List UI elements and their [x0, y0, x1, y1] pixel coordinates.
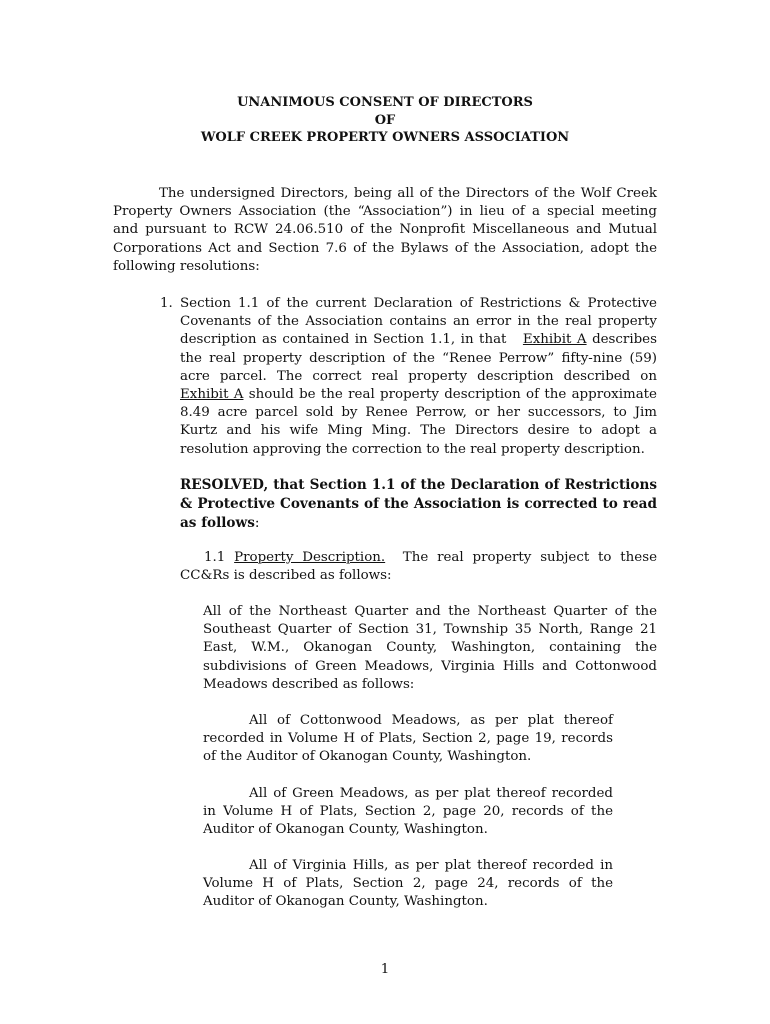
resolved-text: RESOLVED, that Section 1.1 of the Declaration of Restrictions & Protective Covenants of the Association is corrected to read as follows	[180, 477, 657, 531]
title-line-2: OF	[374, 112, 396, 128]
cottonwood-meadows-paragraph: All of Cottonwood Meadows, as per plat thereof recorded in Volume H of Plats, Section 2, page 19, records of the Auditor of Okanogan County, Washington.	[203, 713, 613, 765]
legal-description-paragraph: All of the Northeast Quarter and the Northeast Quarter of the Southeast Quarter of Section 31, Township 35 North, Range 21 East, W.M., Okanogan County, Washington, containing the subdivisions of Green Meadows, Virginia Hills and Cottonwood Meadows described as follows:	[203, 604, 657, 692]
green-meadows-paragraph: All of Green Meadows, as per plat thereof recorded in Volume H of Plats, Section 2, page 20, records of the Auditor of Okanogan County, Washington.	[203, 786, 613, 838]
item-1-text-b: describes the real property description of the “Renee Perrow” fifty-nine (59) acre parcel. The correct real property description described on	[180, 332, 657, 384]
item-1-text-c: should be the real property description of the approximate 8.49 acre parcel sold by Renee Perrow, or her successors, to Jim Kurtz and his wife Ming Ming. The Directors desire to adopt a resolution approving the correction to the real property description.	[180, 387, 657, 457]
intro-paragraph: The undersigned Directors, being all of the Directors of the Wolf Creek Property Owners Association (the “Association”) in lieu of a special meeting and pursuant to RCW 24.06.510 of the Nonprofit Miscellaneous and Mutual Corporations Act and Section 7.6 of the Bylaws of the Association, adopt the following resolutions:	[113, 186, 657, 274]
title-line-1: UNANIMOUS CONSENT OF DIRECTORS	[237, 95, 533, 110]
title-line-3: WOLF CREEK PROPERTY OWNERS ASSOCIATION	[200, 130, 570, 145]
resolved-colon: :	[254, 514, 260, 531]
item-number: 1.	[160, 296, 173, 311]
item-1-paragraph	[180, 295, 657, 459]
page-number: 1	[380, 962, 390, 977]
resolved-paragraph	[180, 476, 657, 532]
document-title	[0, 94, 770, 147]
exhibit-a-link: Exhibit A	[522, 332, 587, 348]
section-heading: Property Description.	[234, 550, 386, 565]
section-text: The real property subject to these CC&Rs is described as follows:	[180, 550, 658, 584]
item-1-text-a: Section 1.1 of the current Declaration of Restrictions & Protective Covenants of the Association contains an error in the real property description as contained in Section 1.1, in that	[180, 296, 657, 348]
exhibit-a-link-2: Exhibit A	[180, 387, 244, 403]
section-number: 1.1	[204, 550, 226, 565]
section-1-1-paragraph	[180, 549, 657, 585]
virginia-hills-paragraph: All of Virginia Hills, as per plat thereof recorded in Volume H of Plats, Section 2, page 24, records of the Auditor of Okanogan County, Washington.	[203, 858, 613, 910]
